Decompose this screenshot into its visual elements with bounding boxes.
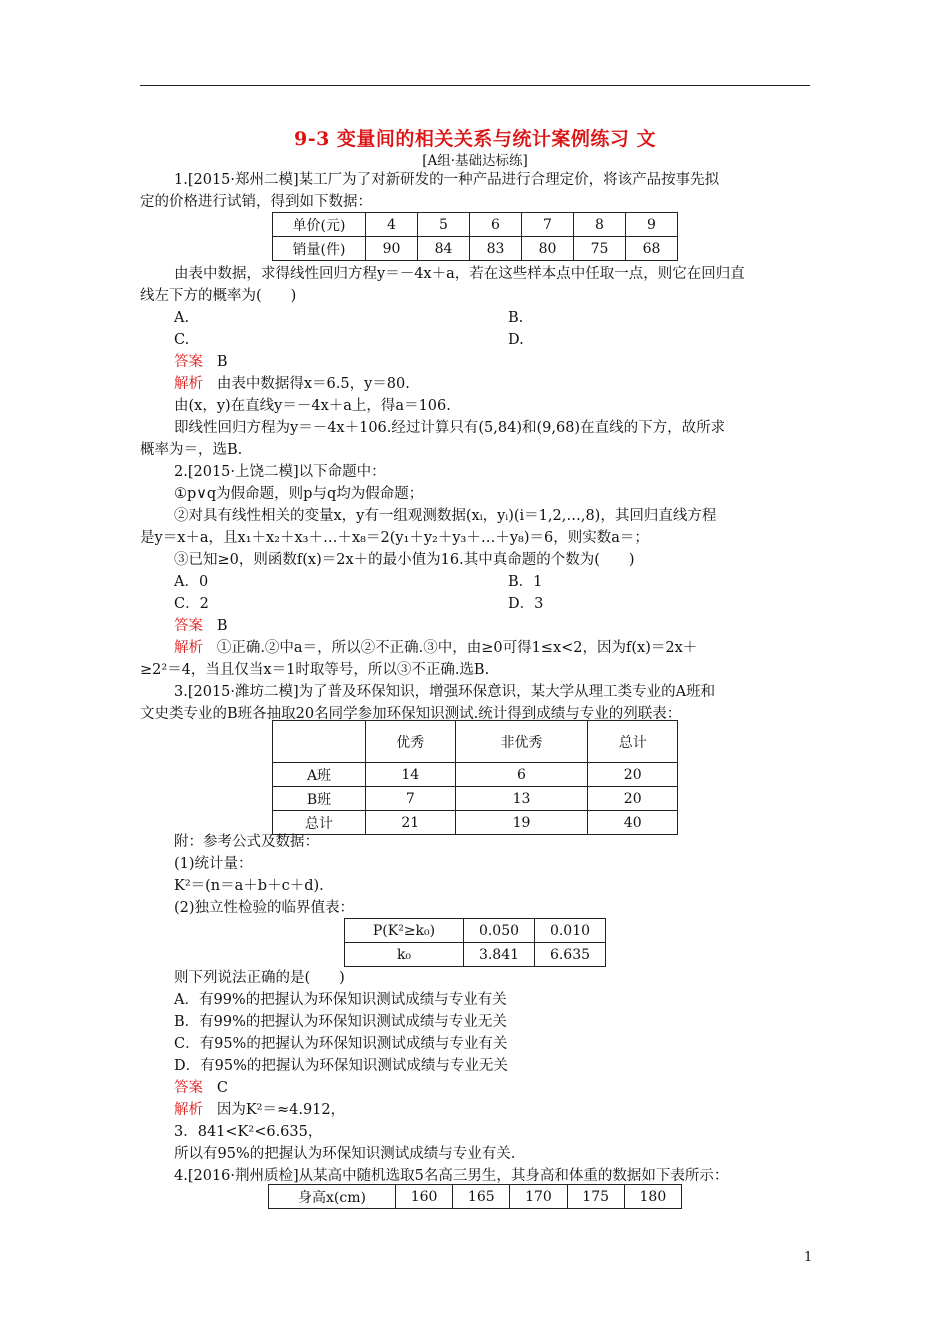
table-cell: 180 <box>624 1185 681 1209</box>
q1-line-4: 线左下方的概率为( ) <box>140 288 297 304</box>
q1-line-1: 1.[2015·郑州二模]某工厂为了对新研发的一种产品进行合理定价，将该产品按事先拟 <box>174 172 720 188</box>
q1-option-b: B. <box>508 310 524 326</box>
table-cell: 6.635 <box>535 943 606 967</box>
table-cell: 非优秀 <box>455 721 588 763</box>
q3-formula-3: K²＝(n＝a＋b＋c＋d). <box>174 878 324 894</box>
table-cell: 优秀 <box>366 721 456 763</box>
q2-option-a: A．0 <box>174 574 209 590</box>
q2-line-4: 是y＝x＋a，且x₁＋x₂＋x₃＋…＋x₈＝2(y₁＋y₂＋y₃＋…＋y₈)＝6，则实数a＝； <box>140 530 649 546</box>
q3-formula-4: (2)独立性检验的临界值表： <box>174 900 355 916</box>
solution-text: 因为K²＝≈4.912， <box>216 1102 346 1118</box>
q3-solution-3: 所以有95%的把握认为环保知识测试成绩与专业有关. <box>174 1146 516 1162</box>
section-subtitle: [A组·基础达标练] <box>422 153 528 169</box>
answer-value: C <box>216 1080 228 1096</box>
table-cell: 160 <box>396 1185 453 1209</box>
page-title: 9-3 变量间的相关关系与统计案例练习 文 <box>293 128 657 150</box>
table-cell: 175 <box>567 1185 624 1209</box>
q3-formula-1: 附：参考公式及数据： <box>174 834 319 850</box>
table-cell: 0.010 <box>535 919 606 943</box>
answer-value: B <box>216 354 228 370</box>
solution-text: ①正确.②中a＝，所以②不正确.③中，由≥0可得1≤x<2，因为f(x)＝2x＋ <box>216 640 698 656</box>
table-cell: 165 <box>453 1185 510 1209</box>
solution-text: 由表中数据得x＝6.5，y＝80. <box>216 376 410 392</box>
table-cell: 7 <box>366 787 456 811</box>
q3-option-c: C．有95%的把握认为环保知识测试成绩与专业有关 <box>174 1036 508 1052</box>
q3-answer <box>174 1078 228 1098</box>
answer-label: 答案 <box>174 354 203 370</box>
q2-option-d: D．3 <box>508 596 544 612</box>
q3-line-1: 3.[2015·潍坊二模]为了普及环保知识，增强环保意识，某大学从理工类专业的A班和 <box>174 684 716 700</box>
q3-critical-value-table <box>344 918 606 967</box>
table-cell: 20 <box>588 787 678 811</box>
table-cell: 6 <box>455 763 588 787</box>
q1-option-c: C. <box>174 332 190 348</box>
answer-label: 答案 <box>174 1080 203 1096</box>
q3-formula-2: (1)统计量： <box>174 856 253 872</box>
table-cell: 84 <box>418 237 470 261</box>
q2-line-1: 2.[2015·上饶二模]以下命题中： <box>174 464 386 480</box>
q2-line-5: ③已知≥0，则函数f(x)＝2x＋的最小值为16.其中真命题的个数为( ) <box>174 552 635 568</box>
answer-value: B <box>216 618 228 634</box>
q1-price-table <box>272 212 678 261</box>
q3-contingency-table <box>272 720 678 835</box>
table-cell: 7 <box>522 213 574 237</box>
q1-line-2: 定的价格进行试销，得到如下数据： <box>140 194 372 210</box>
table-cell: A班 <box>273 763 366 787</box>
q2-answer <box>174 616 227 636</box>
solution-label: 解析 <box>174 640 203 656</box>
page-number: 1 <box>804 1250 813 1265</box>
table-cell: 3.841 <box>464 943 535 967</box>
table-cell: 9 <box>626 213 678 237</box>
q1-solution-3: 即线性回归方程为y＝－4x＋106.经过计算只有(5,84)和(9,68)在直线的下方，故所求 <box>174 420 726 436</box>
q1-option-d: D. <box>508 332 524 348</box>
table-cell: 20 <box>588 763 678 787</box>
table-cell: k₀ <box>345 943 464 967</box>
table-cell: 单价(元) <box>273 213 366 237</box>
table-cell: 40 <box>588 811 678 835</box>
table-cell <box>273 721 366 763</box>
table-cell: 4 <box>366 213 418 237</box>
table-cell: 21 <box>366 811 456 835</box>
q3-option-d: D．有95%的把握认为环保知识测试成绩与专业无关 <box>174 1058 508 1074</box>
solution-label: 解析 <box>174 1102 203 1118</box>
q2-option-b: B．1 <box>508 574 543 590</box>
table-cell: 8 <box>574 213 626 237</box>
table-cell: 13 <box>455 787 588 811</box>
table-cell: 75 <box>574 237 626 261</box>
table-cell: 68 <box>626 237 678 261</box>
answer-label: 答案 <box>174 618 203 634</box>
table-cell: 5 <box>418 213 470 237</box>
q1-answer <box>174 352 227 372</box>
q3-line-2: 文史类专业的B班各抽取20名同学参加环保知识测试.统计得到成绩与专业的列联表： <box>140 706 682 722</box>
table-cell: 总计 <box>588 721 678 763</box>
table-cell: 19 <box>455 811 588 835</box>
q1-option-a: A. <box>174 310 190 326</box>
table-cell: 总计 <box>273 811 366 835</box>
q1-line-3: 由表中数据，求得线性回归方程y＝－4x＋a，若在这些样本点中任取一点，则它在回归直 <box>174 266 745 282</box>
table-cell: 销量(件) <box>273 237 366 261</box>
q1-solution-2: 由(x，y)在直线y＝－4x＋a上，得a＝106. <box>174 398 451 414</box>
solution-label: 解析 <box>174 376 203 392</box>
table-cell: 身高x(cm) <box>269 1185 396 1209</box>
table-cell: 83 <box>470 237 522 261</box>
q3-line-3: 则下列说法正确的是( ) <box>174 970 345 986</box>
table-cell: P(K²≥k₀) <box>345 919 464 943</box>
q2-line-3: ②对具有线性相关的变量x，y有一组观测数据(xᵢ，yᵢ)(i＝1,2,…,8)，其回归直线方程 <box>174 508 717 524</box>
table-cell: 80 <box>522 237 574 261</box>
q2-option-c: C．2 <box>174 596 209 612</box>
q2-solution-1 <box>174 638 697 658</box>
table-cell: 14 <box>366 763 456 787</box>
q2-solution-2: ≥2²＝4，当且仅当x＝1时取等号，所以③不正确.选B. <box>140 662 490 678</box>
table-cell: 90 <box>366 237 418 261</box>
table-cell: B班 <box>273 787 366 811</box>
q3-option-a: A．有99%的把握认为环保知识测试成绩与专业有关 <box>174 992 507 1008</box>
table-cell: 6 <box>470 213 522 237</box>
q3-solution-1 <box>174 1100 345 1120</box>
q3-option-b: B．有99%的把握认为环保知识测试成绩与专业无关 <box>174 1014 507 1030</box>
q1-solution-1 <box>174 374 410 394</box>
q2-line-2: ①p∨q为假命题，则p与q均为假命题； <box>174 486 424 502</box>
q4-height-table <box>268 1184 682 1209</box>
table-cell: 170 <box>510 1185 567 1209</box>
q4-line-1: 4.[2016·荆州质检]从某高中随机选取5名高三男生，其身高和体重的数据如下表所示： <box>174 1168 729 1184</box>
q1-solution-4: 概率为＝，选B. <box>140 442 243 458</box>
header-rule <box>140 85 810 86</box>
q3-solution-2: 3．841<K²<6.635， <box>174 1124 323 1140</box>
table-cell: 0.050 <box>464 919 535 943</box>
